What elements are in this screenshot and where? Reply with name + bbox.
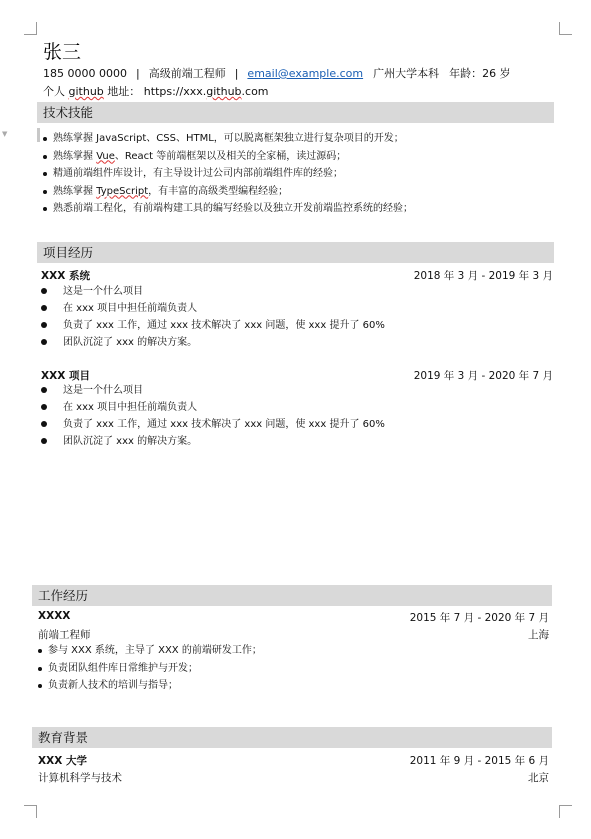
text-cursor-marker xyxy=(37,128,40,142)
education-major: 计算机科学与技术 xyxy=(38,772,122,784)
email-link[interactable]: email@example.com xyxy=(247,67,364,80)
job-title: 高级前端工程师 xyxy=(148,67,226,80)
work-period: 2015 年 7 月 - 2020 年 7 月 xyxy=(409,612,549,624)
github-line xyxy=(43,83,269,99)
crop-mark-bottom-right xyxy=(559,805,572,818)
list-item: 团队沉淀了 xxx 的解决方案。 xyxy=(41,433,385,450)
list-item: 团队沉淀了 xxx 的解决方案。 xyxy=(41,334,385,351)
github-url[interactable]: https://xxx.github.com xyxy=(143,85,269,98)
list-item: 这是一个什么项目 xyxy=(41,283,385,300)
contact-line xyxy=(43,65,511,81)
education-period: 2011 年 9 月 - 2015 年 6 月 xyxy=(409,755,549,767)
project-bullets xyxy=(41,283,385,351)
crop-mark-bottom-left xyxy=(24,805,37,818)
project-bullets xyxy=(41,382,385,450)
list-item: 这是一个什么项目 xyxy=(41,382,385,399)
skill-item: 熟悉前端工程化，有前端构建工具的编写经验以及独立开发前端监控系统的经验； xyxy=(43,200,413,218)
company-name: XXXX xyxy=(38,610,71,622)
work-city: 上海 xyxy=(528,629,549,641)
crop-mark-top-left xyxy=(24,22,37,35)
github-label-suffix: 地址： xyxy=(107,85,141,98)
skill-item: 精通前端组件库设计，有主导设计过公司内部前端组件库的经验； xyxy=(43,165,413,183)
age: 年龄：26 岁 xyxy=(449,67,511,80)
list-item: 负责了 xxx 工作，通过 xxx 技术解决了 xxx 问题，使 xxx 提升了 60% xyxy=(41,317,385,334)
list-item: 在 xxx 项目中担任前端负责人 xyxy=(41,399,385,416)
project-name: XXX 系统 xyxy=(41,270,90,282)
section-header-skills: 技术技能 xyxy=(37,102,554,123)
school-name: XXX 大学 xyxy=(38,755,87,767)
github-label-word: github xyxy=(68,85,104,98)
list-item: 负责了 xxx 工作，通过 xxx 技术解决了 xxx 问题，使 xxx 提升了 60% xyxy=(41,416,385,433)
separator: | xyxy=(135,67,140,80)
crop-mark-top-right xyxy=(559,22,572,35)
separator: | xyxy=(234,67,239,80)
list-item: 负责团队组件库日常维护与开发； xyxy=(38,660,262,678)
skill-item: 熟练掌握 JavaScript、CSS、HTML，可以脱离框架独立进行复杂项目的开发； xyxy=(43,130,413,148)
project-period: 2019 年 3 月 - 2020 年 7 月 xyxy=(413,370,553,382)
skill-item: 熟练掌握 TypeScript，有丰富的高级类型编程经验； xyxy=(43,183,413,201)
skills-list xyxy=(43,130,413,218)
phone-number: 185 0000 0000 xyxy=(43,67,127,80)
skill-item: 熟练掌握 Vue、React 等前端框架以及相关的全家桶，读过源码； xyxy=(43,148,413,166)
education-city: 北京 xyxy=(528,772,549,784)
section-header-education: 教育背景 xyxy=(32,727,552,748)
list-item: 参与 XXX 系统，主导了 XXX 的前端研发工作； xyxy=(38,642,262,660)
resume-name: 张三 xyxy=(43,41,82,63)
project-period: 2018 年 3 月 - 2019 年 3 月 xyxy=(413,270,553,282)
list-item: 在 xxx 项目中担任前端负责人 xyxy=(41,300,385,317)
list-item: 负责新人技术的培训与指导； xyxy=(38,677,262,695)
project-name: XXX 项目 xyxy=(41,370,90,382)
school-degree: 广州大学本科 xyxy=(373,67,440,80)
work-role: 前端工程师 xyxy=(38,629,91,641)
github-label-prefix: 个人 xyxy=(43,85,65,98)
section-header-projects: 项目经历 xyxy=(37,242,554,263)
section-header-work: 工作经历 xyxy=(32,585,552,606)
work-bullets xyxy=(38,642,262,695)
margin-marker-icon[interactable]: ▼ xyxy=(2,130,8,138)
